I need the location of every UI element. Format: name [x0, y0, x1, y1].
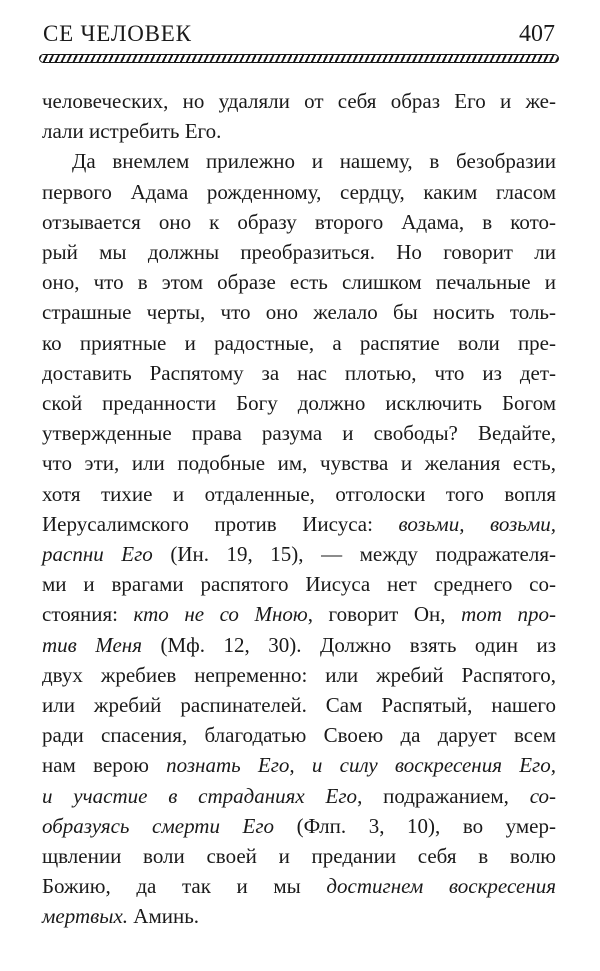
- text-segment: оно, что в этом образе есть слишком печальные и: [42, 270, 556, 295]
- text-line: [42, 328, 556, 358]
- text-line: [42, 86, 556, 116]
- text-segment: хотя тихие и отдаленные, отголоски того вопля: [42, 481, 556, 506]
- text-segment: первого Адама рожденному, сердцу, каким гласом: [42, 179, 556, 204]
- text-segment: двух жребиев непременно: или жребий Распятого,: [42, 662, 556, 687]
- italic-text-segment: распни Его: [42, 542, 153, 567]
- italic-text-segment: тив Меня: [42, 632, 142, 657]
- text-segment: стояния:: [42, 602, 134, 627]
- text-line: [42, 630, 556, 660]
- text-line: [42, 781, 556, 811]
- text-segment: ми и врагами распятого Иисуса нет среднего со-: [42, 572, 556, 597]
- text-line: [42, 660, 556, 690]
- text-segment: (Ин. 19, 15), — между подражателя-: [152, 542, 556, 567]
- text-line: [42, 358, 556, 388]
- running-head-title: СЕ ЧЕЛОВЕК: [43, 21, 192, 46]
- rope-divider-ornament: [39, 54, 559, 63]
- text-line: [42, 297, 556, 327]
- italic-text-segment: познать Его, и силу воскресения Его,: [166, 753, 556, 778]
- text-line: [42, 901, 556, 931]
- text-segment: рый мы должны преобразиться. Но говорит ли: [42, 240, 556, 265]
- text-line: [42, 448, 556, 478]
- text-segment: Божию, да так и мы: [42, 874, 327, 899]
- italic-text-segment: мертвых.: [42, 904, 129, 929]
- text-segment: отзывается оно к образу второго Адама, в кото-: [42, 209, 556, 234]
- text-line: [42, 207, 556, 237]
- italic-text-segment: образуясь смерти Его: [42, 813, 275, 838]
- text-segment: (Мф. 12, 30). Должно взять один из: [141, 632, 556, 657]
- text-line: [42, 811, 556, 841]
- text-line: [42, 479, 556, 509]
- text-line: [42, 388, 556, 418]
- italic-text-segment: тот про-: [461, 602, 557, 627]
- text-segment: (Флп. 3, 10), во умер-: [274, 813, 556, 838]
- text-segment: ради спасения, благодатью Своею да дарует всем: [42, 723, 556, 748]
- paragraph: [42, 86, 556, 146]
- text-segment: нам верою: [42, 753, 167, 778]
- text-line: [42, 720, 556, 750]
- paragraph: [42, 146, 556, 931]
- text-segment: Да внемлем прилежно и нашему, в безобразии: [72, 149, 556, 174]
- italic-text-segment: и участие в страданиях Его: [42, 783, 358, 808]
- italic-text-segment: возьми, возьми,: [398, 511, 556, 536]
- italic-text-segment: кто не со Мною: [133, 602, 308, 627]
- page-number: 407: [519, 21, 555, 47]
- text-segment: лали истребить Его.: [42, 119, 222, 144]
- text-line: [42, 750, 556, 780]
- text-line: [42, 418, 556, 448]
- text-line: [42, 871, 556, 901]
- text-segment: , подражанием,: [357, 783, 530, 808]
- italic-text-segment: достигнем воскресения: [326, 874, 556, 899]
- italic-text-segment: со-: [529, 783, 556, 808]
- text-segment: или жребий распинателей. Сам Распятый, нашего: [42, 693, 556, 718]
- text-segment: , говорит Он,: [307, 602, 462, 627]
- text-segment: доставить Распятому за нас плотью, что из дет-: [42, 360, 556, 385]
- text-line: [42, 177, 556, 207]
- page-body: [42, 86, 556, 932]
- text-segment: Иерусалимского против Иисуса:: [42, 511, 399, 536]
- text-segment: ко приятные и радостные, а распятие воли пре-: [42, 330, 556, 355]
- text-segment: человеческих, но удаляли от себя образ Его и же-: [42, 89, 556, 113]
- text-line: [42, 569, 556, 599]
- text-line: [42, 509, 556, 539]
- text-line: [42, 841, 556, 871]
- text-segment: утвержденные права разума и свободы? Ведайте,: [42, 421, 556, 446]
- text-line: [42, 599, 556, 629]
- text-segment: Аминь.: [128, 904, 200, 929]
- text-line: [42, 237, 556, 267]
- text-line: [42, 690, 556, 720]
- text-segment: ской преданности Богу должно исключить Богом: [42, 391, 556, 416]
- text-line: [42, 116, 556, 146]
- text-line: [42, 539, 556, 569]
- running-head: [43, 21, 555, 47]
- text-line: [42, 146, 556, 176]
- text-segment: страшные черты, что оно желало бы носить толь-: [42, 300, 556, 325]
- text-segment: щвлении воли своей и предании себя в волю: [42, 844, 556, 869]
- text-line: [42, 267, 556, 297]
- text-segment: что эти, или подобные им, чувства и желания есть,: [42, 451, 556, 476]
